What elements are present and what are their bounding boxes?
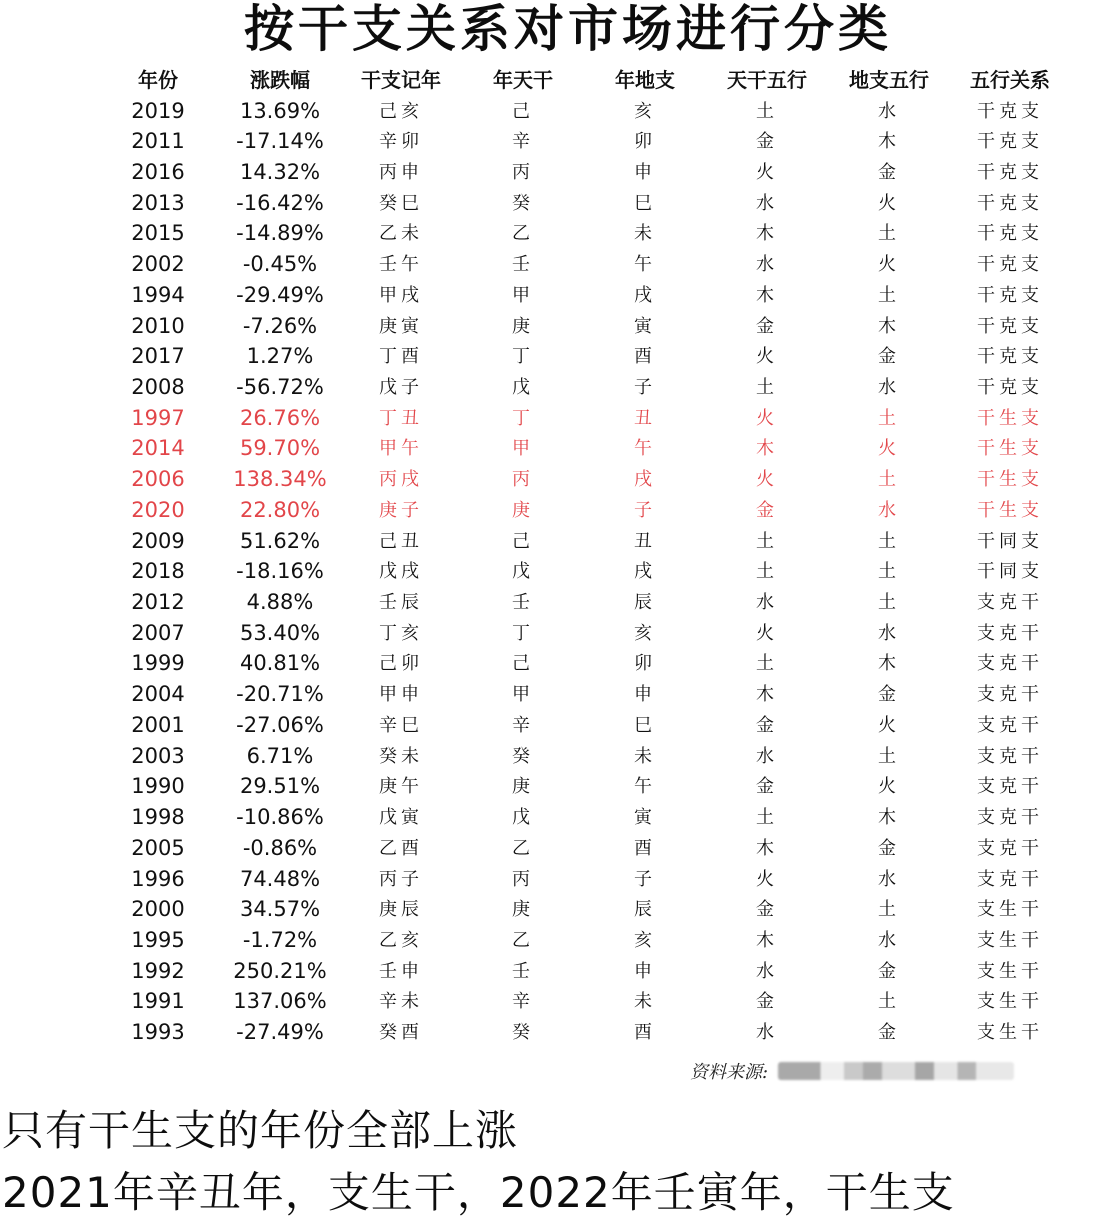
cell-branch-element: 水 [878, 100, 900, 122]
cell-stem: 甲 [512, 284, 534, 306]
cell-stem: 辛 [512, 991, 534, 1013]
cell-year: 2014 [131, 436, 185, 461]
cell-change: -16.42% [236, 190, 324, 215]
cell-stem-element: 土 [756, 653, 778, 675]
cell-branch: 巳 [634, 192, 656, 214]
cell-change: 6.71% [246, 743, 314, 768]
cell-branch-element: 土 [878, 592, 900, 614]
cell-branch: 午 [634, 438, 656, 460]
cell-change: -18.16% [236, 559, 324, 584]
cell-change: -14.89% [236, 221, 324, 246]
cell-branch: 亥 [634, 929, 656, 951]
cell-stem-element: 木 [756, 929, 778, 951]
cell-branch-element: 金 [878, 346, 900, 368]
cell-relation: 支克干 [977, 837, 1043, 859]
cell-stem-element: 土 [756, 530, 778, 552]
cell-stem: 己 [512, 653, 534, 675]
cell-change: -20.71% [236, 682, 324, 707]
header-branch-element: 地支五行 [849, 68, 929, 92]
cell-change: -0.45% [242, 252, 318, 277]
cell-branch: 酉 [634, 346, 656, 368]
cell-stem: 甲 [512, 438, 534, 460]
cell-year: 2011 [131, 129, 185, 154]
cell-ganzhi: 庚子 [379, 499, 423, 521]
cell-stem: 丙 [512, 868, 534, 890]
cell-branch: 未 [634, 745, 656, 767]
cell-change: -27.06% [236, 712, 324, 737]
cell-stem: 乙 [512, 223, 534, 245]
cell-stem: 丁 [512, 407, 534, 429]
cell-branch: 卯 [634, 653, 656, 675]
cell-branch: 未 [634, 991, 656, 1013]
table-row [0, 311, 1100, 342]
cell-branch-element: 土 [878, 407, 900, 429]
table-row [0, 280, 1100, 311]
cell-relation: 支生干 [977, 1022, 1043, 1044]
cell-stem: 戊 [512, 376, 534, 398]
cell-relation: 支克干 [977, 653, 1043, 675]
cell-year: 1996 [131, 866, 185, 891]
source-line [690, 1057, 1014, 1085]
cell-stem-element: 木 [756, 837, 778, 859]
table-row [0, 433, 1100, 464]
cell-branch: 丑 [634, 407, 656, 429]
cell-branch: 戌 [634, 284, 656, 306]
cell-branch: 申 [634, 161, 656, 183]
cell-branch: 未 [634, 223, 656, 245]
cell-change: -1.72% [242, 927, 318, 952]
cell-branch-element: 火 [878, 192, 900, 214]
cell-branch-element: 木 [878, 807, 900, 829]
forecast-note: 2021年辛丑年，支生干，2022年壬寅年，干生支 [2, 1168, 955, 1217]
cell-stem-element: 水 [756, 192, 778, 214]
cell-year: 1991 [131, 989, 185, 1014]
table-row [0, 526, 1100, 557]
cell-change: -17.14% [236, 129, 324, 154]
cell-branch-element: 火 [878, 438, 900, 460]
cell-stem: 壬 [512, 254, 534, 276]
cell-relation: 干克支 [977, 254, 1043, 276]
cell-year: 1997 [131, 405, 185, 430]
cell-ganzhi: 乙未 [379, 223, 423, 245]
cell-ganzhi: 庚午 [379, 776, 423, 798]
cell-branch-element: 金 [878, 161, 900, 183]
cell-branch: 子 [634, 868, 656, 890]
cell-stem-element: 水 [756, 254, 778, 276]
cell-change: 137.06% [233, 989, 327, 1014]
table-row [0, 986, 1100, 1017]
cell-stem-element: 土 [756, 807, 778, 829]
table-row [0, 556, 1100, 587]
table-row [0, 833, 1100, 864]
cell-change: 51.62% [239, 528, 321, 553]
cell-relation: 干生支 [977, 407, 1043, 429]
cell-ganzhi: 己卯 [379, 653, 423, 675]
cell-stem-element: 土 [756, 561, 778, 583]
table-row [0, 710, 1100, 741]
cell-relation: 干克支 [977, 131, 1043, 153]
cell-change: 26.76% [239, 405, 321, 430]
cell-relation: 支克干 [977, 745, 1043, 767]
cell-year: 1998 [131, 805, 185, 830]
cell-branch-element: 金 [878, 684, 900, 706]
cell-branch-element: 水 [878, 499, 900, 521]
cell-change: 138.34% [233, 467, 327, 492]
cell-year: 2006 [131, 467, 185, 492]
cell-stem-element: 火 [756, 622, 778, 644]
cell-stem-element: 水 [756, 592, 778, 614]
cell-stem-element: 火 [756, 161, 778, 183]
cell-stem-element: 火 [756, 407, 778, 429]
cell-stem: 己 [512, 530, 534, 552]
cell-year: 2005 [131, 835, 185, 860]
cell-stem: 戊 [512, 561, 534, 583]
cell-relation: 干克支 [977, 100, 1043, 122]
cell-relation: 支克干 [977, 776, 1043, 798]
cell-branch: 寅 [634, 315, 656, 337]
page-title: 按干支关系对市场进行分类 [244, 0, 892, 58]
cell-relation: 支克干 [977, 868, 1043, 890]
cell-stem: 壬 [512, 960, 534, 982]
cell-branch-element: 土 [878, 530, 900, 552]
cell-change: -7.26% [242, 313, 318, 338]
cell-ganzhi: 丁亥 [379, 622, 423, 644]
cell-ganzhi: 己丑 [379, 530, 423, 552]
table-row [0, 648, 1100, 679]
cell-year: 2015 [131, 221, 185, 246]
cell-branch: 辰 [634, 899, 656, 921]
table-row [0, 96, 1100, 127]
cell-branch: 戌 [634, 469, 656, 491]
cell-change: 14.32% [239, 159, 321, 184]
cell-relation: 支生干 [977, 991, 1043, 1013]
cell-change: -0.86% [242, 835, 318, 860]
table-row [0, 864, 1100, 895]
cell-year: 2008 [131, 374, 185, 399]
cell-relation: 支克干 [977, 714, 1043, 736]
cell-branch: 丑 [634, 530, 656, 552]
table-row [0, 741, 1100, 772]
cell-branch-element: 土 [878, 284, 900, 306]
cell-branch: 戌 [634, 561, 656, 583]
header-stem: 年天干 [493, 68, 553, 92]
cell-relation: 支克干 [977, 622, 1043, 644]
cell-change: -29.49% [236, 282, 324, 307]
cell-change: 1.27% [246, 344, 314, 369]
cell-stem: 己 [512, 100, 534, 122]
cell-stem: 癸 [512, 192, 534, 214]
cell-branch-element: 金 [878, 1022, 900, 1044]
cell-relation: 干克支 [977, 223, 1043, 245]
cell-branch-element: 土 [878, 223, 900, 245]
cell-year: 2001 [131, 712, 185, 737]
redacted-source-value [778, 1062, 1014, 1080]
cell-ganzhi: 癸未 [379, 745, 423, 767]
cell-stem-element: 木 [756, 284, 778, 306]
cell-stem-element: 金 [756, 991, 778, 1013]
cell-branch-element: 土 [878, 899, 900, 921]
cell-change: -27.49% [236, 1020, 324, 1045]
cell-year: 2013 [131, 190, 185, 215]
cell-relation: 支生干 [977, 929, 1043, 951]
cell-year: 2010 [131, 313, 185, 338]
cell-stem-element: 水 [756, 745, 778, 767]
cell-ganzhi: 庚辰 [379, 899, 423, 921]
cell-stem-element: 水 [756, 960, 778, 982]
header-branch: 年地支 [615, 68, 675, 92]
table-row [0, 956, 1100, 987]
cell-year: 2007 [131, 620, 185, 645]
header-ganzhi: 干支记年 [361, 68, 441, 92]
cell-branch: 午 [634, 254, 656, 276]
cell-ganzhi: 壬申 [379, 960, 423, 982]
cell-ganzhi: 丙申 [379, 161, 423, 183]
cell-branch-element: 木 [878, 653, 900, 675]
cell-ganzhi: 乙亥 [379, 929, 423, 951]
cell-change: 4.88% [246, 590, 314, 615]
cell-year: 1992 [131, 958, 185, 983]
table-row [0, 218, 1100, 249]
cell-relation: 干生支 [977, 499, 1043, 521]
cell-branch-element: 水 [878, 622, 900, 644]
cell-relation: 支克干 [977, 592, 1043, 614]
cell-stem: 壬 [512, 592, 534, 614]
source-label: 资料来源: [690, 1062, 769, 1083]
cell-ganzhi: 辛卯 [379, 131, 423, 153]
cell-year: 2002 [131, 252, 185, 277]
cell-year: 1993 [131, 1020, 185, 1045]
table-row [0, 372, 1100, 403]
cell-branch-element: 土 [878, 561, 900, 583]
table-row [0, 249, 1100, 280]
table-header [0, 64, 1100, 95]
cell-stem: 庚 [512, 315, 534, 337]
cell-branch: 寅 [634, 807, 656, 829]
cell-relation: 干生支 [977, 438, 1043, 460]
cell-branch: 午 [634, 776, 656, 798]
cell-branch-element: 木 [878, 131, 900, 153]
cell-ganzhi: 辛未 [379, 991, 423, 1013]
cell-ganzhi: 戊子 [379, 376, 423, 398]
cell-relation: 干克支 [977, 376, 1043, 398]
cell-year: 2009 [131, 528, 185, 553]
cell-stem: 乙 [512, 837, 534, 859]
cell-change: 250.21% [233, 958, 327, 983]
cell-ganzhi: 乙酉 [379, 837, 423, 859]
cell-ganzhi: 甲戌 [379, 284, 423, 306]
cell-stem-element: 金 [756, 714, 778, 736]
cell-ganzhi: 辛巳 [379, 714, 423, 736]
cell-branch-element: 木 [878, 315, 900, 337]
cell-stem-element: 木 [756, 438, 778, 460]
cell-stem-element: 金 [756, 499, 778, 521]
table-row [0, 894, 1100, 925]
header-change: 涨跌幅 [250, 68, 310, 92]
cell-year: 2019 [131, 98, 185, 123]
cell-branch-element: 金 [878, 960, 900, 982]
table-row [0, 188, 1100, 219]
cell-change: 53.40% [239, 620, 321, 645]
cell-year: 2020 [131, 497, 185, 522]
cell-year: 1995 [131, 927, 185, 952]
cell-year: 2017 [131, 344, 185, 369]
cell-relation: 干克支 [977, 192, 1043, 214]
cell-ganzhi: 丁丑 [379, 407, 423, 429]
header-stem-element: 天干五行 [727, 68, 807, 92]
cell-stem: 癸 [512, 745, 534, 767]
cell-relation: 支生干 [977, 899, 1043, 921]
cell-stem-element: 土 [756, 100, 778, 122]
cell-stem: 辛 [512, 714, 534, 736]
cell-change: 22.80% [239, 497, 321, 522]
table-row [0, 495, 1100, 526]
cell-stem-element: 金 [756, 131, 778, 153]
cell-stem-element: 土 [756, 376, 778, 398]
cell-ganzhi: 丙戌 [379, 469, 423, 491]
cell-year: 2012 [131, 590, 185, 615]
cell-ganzhi: 甲申 [379, 684, 423, 706]
cell-ganzhi: 癸巳 [379, 192, 423, 214]
cell-branch-element: 金 [878, 837, 900, 859]
cell-stem-element: 木 [756, 684, 778, 706]
cell-branch: 亥 [634, 622, 656, 644]
cell-branch: 子 [634, 376, 656, 398]
cell-stem-element: 木 [756, 223, 778, 245]
table-row [0, 679, 1100, 710]
cell-branch-element: 土 [878, 991, 900, 1013]
cell-relation: 支生干 [977, 960, 1043, 982]
cell-branch: 卯 [634, 131, 656, 153]
cell-year: 2018 [131, 559, 185, 584]
cell-branch: 酉 [634, 837, 656, 859]
cell-branch-element: 火 [878, 254, 900, 276]
table-row [0, 587, 1100, 618]
cell-year: 1994 [131, 282, 185, 307]
cell-stem: 辛 [512, 131, 534, 153]
cell-change: 59.70% [239, 436, 321, 461]
cell-branch-element: 火 [878, 776, 900, 798]
cell-stem: 癸 [512, 1022, 534, 1044]
cell-relation: 干同支 [977, 561, 1043, 583]
table-row [0, 925, 1100, 956]
table-row [0, 618, 1100, 649]
header-relation: 五行关系 [970, 68, 1050, 92]
cell-ganzhi: 己亥 [379, 100, 423, 122]
cell-stem: 庚 [512, 899, 534, 921]
cell-stem-element: 金 [756, 315, 778, 337]
cell-ganzhi: 丙子 [379, 868, 423, 890]
cell-relation: 干克支 [977, 284, 1043, 306]
cell-branch-element: 水 [878, 376, 900, 398]
cell-change: -10.86% [236, 805, 324, 830]
cell-branch: 申 [634, 684, 656, 706]
cell-relation: 干同支 [977, 530, 1043, 552]
cell-branch: 申 [634, 960, 656, 982]
table-row [0, 126, 1100, 157]
cell-stem: 乙 [512, 929, 534, 951]
cell-relation: 支克干 [977, 807, 1043, 829]
cell-branch: 巳 [634, 714, 656, 736]
cell-stem-element: 火 [756, 868, 778, 890]
cell-relation: 干克支 [977, 161, 1043, 183]
cell-stem: 戊 [512, 807, 534, 829]
table-row [0, 771, 1100, 802]
cell-ganzhi: 丁酉 [379, 346, 423, 368]
cell-ganzhi: 戊戌 [379, 561, 423, 583]
cell-change: 13.69% [239, 98, 321, 123]
table-row [0, 1017, 1100, 1048]
cell-stem: 庚 [512, 499, 534, 521]
cell-year: 2016 [131, 159, 185, 184]
cell-year: 2000 [131, 897, 185, 922]
table-row [0, 157, 1100, 188]
cell-relation: 干生支 [977, 469, 1043, 491]
cell-branch-element: 土 [878, 745, 900, 767]
cell-ganzhi: 戊寅 [379, 807, 423, 829]
cell-branch-element: 土 [878, 469, 900, 491]
cell-branch: 辰 [634, 592, 656, 614]
cell-stem-element: 火 [756, 469, 778, 491]
cell-ganzhi: 壬午 [379, 254, 423, 276]
cell-relation: 支克干 [977, 684, 1043, 706]
cell-stem: 丁 [512, 622, 534, 644]
cell-change: -56.72% [236, 374, 324, 399]
cell-change: 34.57% [239, 897, 321, 922]
cell-branch-element: 水 [878, 929, 900, 951]
cell-ganzhi: 壬辰 [379, 592, 423, 614]
cell-stem-element: 金 [756, 899, 778, 921]
cell-stem-element: 水 [756, 1022, 778, 1044]
cell-year: 2003 [131, 743, 185, 768]
cell-stem-element: 金 [756, 776, 778, 798]
cell-stem: 丙 [512, 161, 534, 183]
cell-change: 40.81% [239, 651, 321, 676]
table-row [0, 464, 1100, 495]
cell-stem-element: 火 [756, 346, 778, 368]
cell-branch-element: 火 [878, 714, 900, 736]
conclusion-note: 只有干生支的年份全部上涨 [2, 1106, 519, 1155]
cell-relation: 干克支 [977, 346, 1043, 368]
cell-stem: 丁 [512, 346, 534, 368]
cell-change: 74.48% [239, 866, 321, 891]
cell-ganzhi: 庚寅 [379, 315, 423, 337]
cell-branch-element: 水 [878, 868, 900, 890]
cell-year: 1999 [131, 651, 185, 676]
cell-stem: 甲 [512, 684, 534, 706]
header-year: 年份 [138, 68, 178, 92]
cell-branch: 子 [634, 499, 656, 521]
cell-stem: 庚 [512, 776, 534, 798]
cell-branch: 酉 [634, 1022, 656, 1044]
cell-year: 2004 [131, 682, 185, 707]
cell-stem: 丙 [512, 469, 534, 491]
cell-ganzhi: 癸酉 [379, 1022, 423, 1044]
cell-ganzhi: 甲午 [379, 438, 423, 460]
table-row [0, 403, 1100, 434]
cell-relation: 干克支 [977, 315, 1043, 337]
cell-change: 29.51% [239, 774, 321, 799]
cell-branch: 亥 [634, 100, 656, 122]
cell-year: 1990 [131, 774, 185, 799]
table-row [0, 341, 1100, 372]
table-row [0, 802, 1100, 833]
